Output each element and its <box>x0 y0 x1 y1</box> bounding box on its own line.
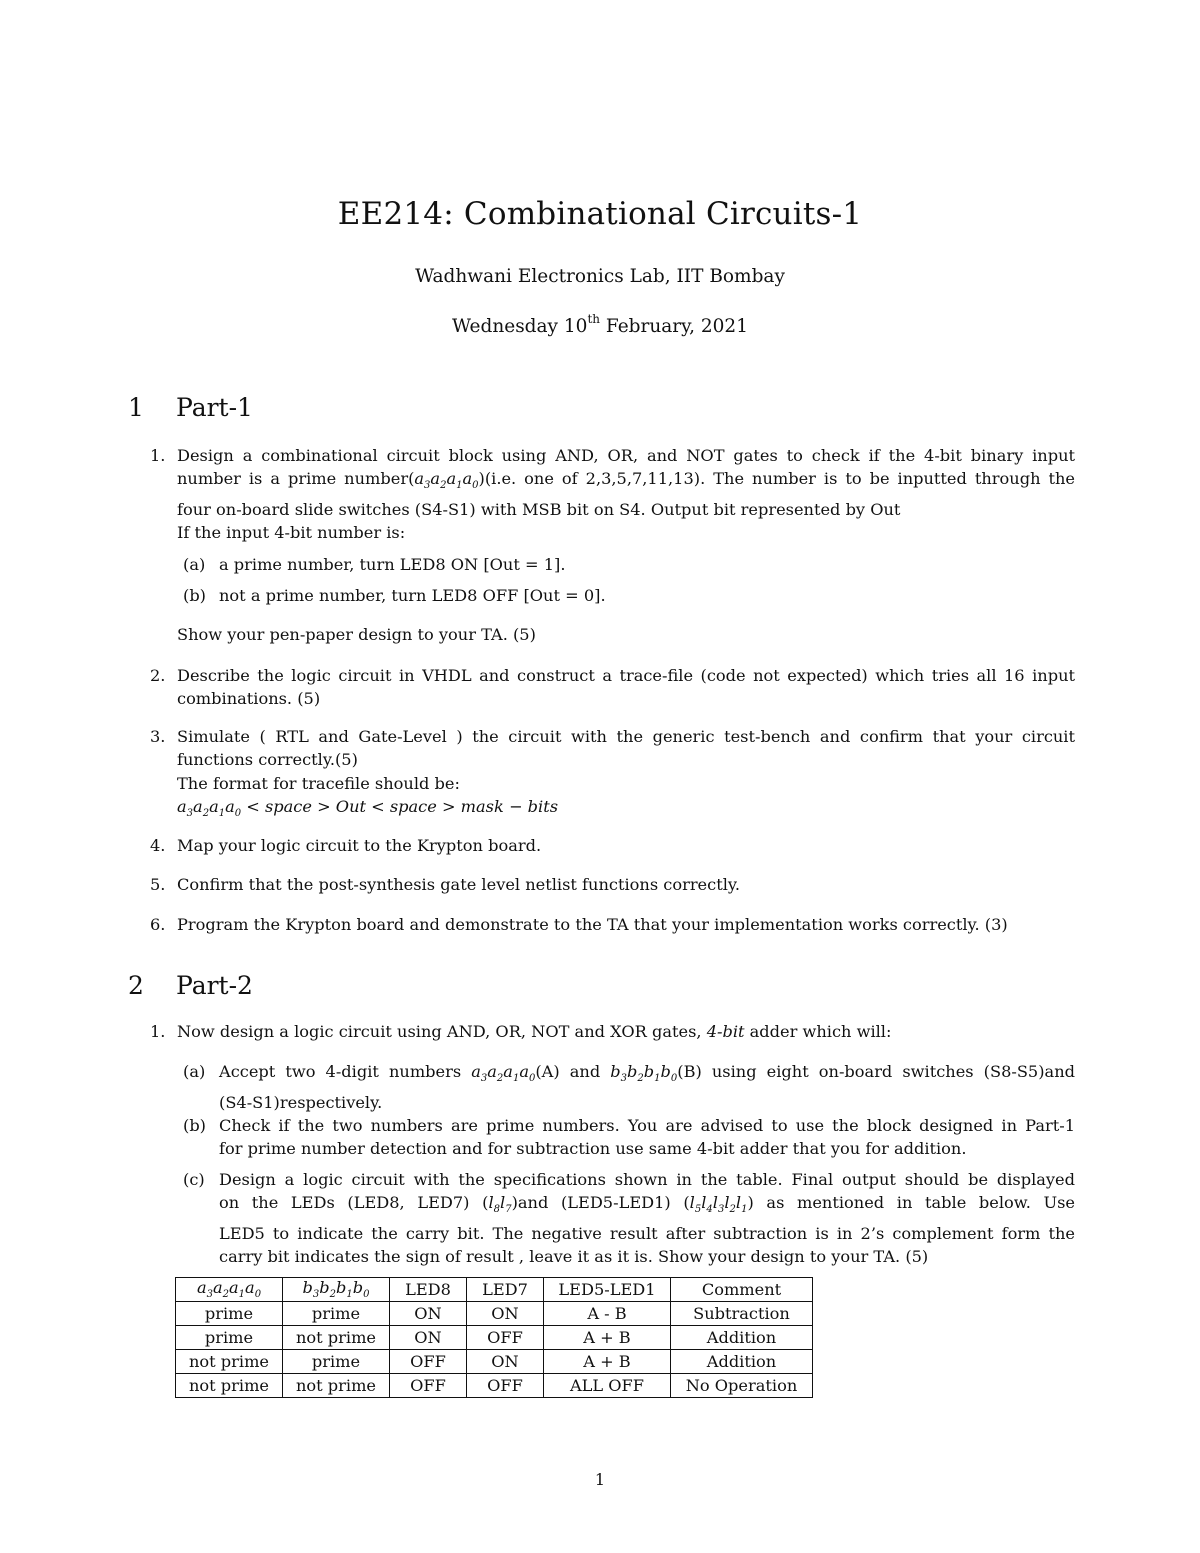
var-a3a2a1a0: $a_3a_2a_1a_0$ <box>177 797 242 820</box>
table-cell: OFF <box>390 1374 467 1398</box>
table-cell: prime <box>176 1302 283 1326</box>
table-header-b: $b_3b_2b_1b_0$ <box>283 1278 390 1302</box>
table-row <box>176 1326 813 1350</box>
truth-table <box>175 1277 813 1398</box>
table-cell: not prime <box>283 1374 390 1398</box>
table-header-cell: Comment <box>671 1278 813 1302</box>
table-cell: ON <box>390 1302 467 1326</box>
sub-item: (b) Check if the two numbers are prime numbers. You are advised to use the block designed in Part-1 for prime number detection and for subtraction use same 4-bit adder that you for addition. <box>183 1116 1075 1159</box>
table-cell: A + B <box>544 1350 671 1374</box>
table-cell: ON <box>467 1350 544 1374</box>
section-heading-part-1: 1 Part-1 <box>128 393 253 422</box>
table-header-a: $a_3a_2a_1a_0$ <box>176 1278 283 1302</box>
table-cell: Addition <box>671 1350 813 1374</box>
document-author: Wadhwani Electronics Lab, IIT Bombay <box>415 266 785 287</box>
table-cell: No Operation <box>671 1374 813 1398</box>
table-row <box>176 1374 813 1398</box>
table-cell: OFF <box>390 1350 467 1374</box>
table-cell: not prime <box>176 1350 283 1374</box>
var-b3b2b1b0: $b_3b_2b_1b_0$ <box>610 1062 678 1085</box>
table-cell: OFF <box>467 1374 544 1398</box>
list-item: 1. Now design a logic circuit using AND, OR, NOT and XOR gates, 4-bit adder which will: <box>150 1022 892 1041</box>
table-row <box>176 1302 813 1326</box>
sub-item: (a) a prime number, turn LED8 ON [Out = 1]. <box>183 555 566 574</box>
var-a3a2a1a0: $a_3a_2a_1a_0$ <box>471 1062 536 1085</box>
table-header-cell: LED7 <box>467 1278 544 1302</box>
page-number: 1 <box>594 1470 606 1489</box>
list-item: 6. Program the Krypton board and demonstrate to the TA that your implementation works correctly. (3) <box>150 915 1008 934</box>
table-cell: OFF <box>467 1326 544 1350</box>
table-cell: Subtraction <box>671 1302 813 1326</box>
table-cell: prime <box>283 1350 390 1374</box>
document-title: EE214: Combinational Circuits-1 <box>337 196 863 232</box>
table-cell: prime <box>283 1302 390 1326</box>
paragraph: Show your pen-paper design to your TA. (5) <box>177 625 536 644</box>
table-cell: not prime <box>176 1374 283 1398</box>
var-l5l4l3l2l1: $l_5l_4l_3l_2l_1$ <box>689 1193 748 1216</box>
list-item: 2. Describe the logic circuit in VHDL and construct a trace-file (code not expected) which tries all 16 input combinations. (5) <box>150 666 1075 709</box>
sub-item: (b) not a prime number, turn LED8 OFF [Out = 0]. <box>183 586 606 605</box>
document-date: Wednesday 10th February, 2021 <box>452 312 748 338</box>
list-item: 5. Confirm that the post-synthesis gate level netlist functions correctly. <box>150 875 741 894</box>
list-item: 1. Design a combinational circuit block using AND, OR, and NOT gates to check if the 4-bit binary input number is a prime $number(a_3a_2a_1a_0)(i.e$. one of 2,3,5,7,11,13). The number is to be inputted through the four on-board slide switches (S4-S1) with MSB bit on S4. Output bit represented by Out If the input 4-bit number is: <box>150 446 1075 543</box>
table-cell: A + B <box>544 1326 671 1350</box>
table-cell: ALL OFF <box>544 1374 671 1398</box>
table-row <box>176 1350 813 1374</box>
table-cell: not prime <box>283 1326 390 1350</box>
sub-item: (a) Accept two 4-digit numbers $a_3a_2a_1a_0(A)$ and $b_3b_2b_1b_0(B)$ using eight on-board switches (S8-S5)and (S4-S1)respectively. <box>183 1062 1075 1112</box>
list-item: 4. Map your logic circuit to the Krypton board. <box>150 836 542 855</box>
section-heading-part-2: 2 Part-2 <box>128 971 253 1000</box>
list-item: 3. Simulate ( RTL and Gate-Level ) the circuit with the generic test-bench and confirm that your circuit functions correctly.(5) The format for tracefile should be: $a_3a_2a_1a_0$ < space > Out < space > mask − bits <box>150 727 1075 820</box>
table-header-row <box>176 1278 813 1302</box>
table-cell: ON <box>390 1326 467 1350</box>
table-cell: A - B <box>544 1302 671 1326</box>
table-cell: ON <box>467 1302 544 1326</box>
sub-item: (c) Design a logic circuit with the specifications shown in the table. Final output should be displayed on the LEDs (LED8, LED7) $(l_8l_7)and$ (LED5-LED1) $(l_5l_4l_3l_2l_1)$ as mentioned in table below. Use LED5 to indicate the carry bit. The negative result after subtraction is in 2’s complement form the carry bit indicates the sign of result , leave it as it is. Show your design to your TA. (5) <box>183 1170 1075 1267</box>
table-header-cell: LED8 <box>390 1278 467 1302</box>
var-a3a2a1a0: $a_3a_2a_1a_0$ <box>414 469 479 492</box>
table-header-cell: LED5-LED1 <box>544 1278 671 1302</box>
table-cell: prime <box>176 1326 283 1350</box>
table-cell: Addition <box>671 1326 813 1350</box>
var-l8l7: $l_8l_7$ <box>488 1193 512 1216</box>
